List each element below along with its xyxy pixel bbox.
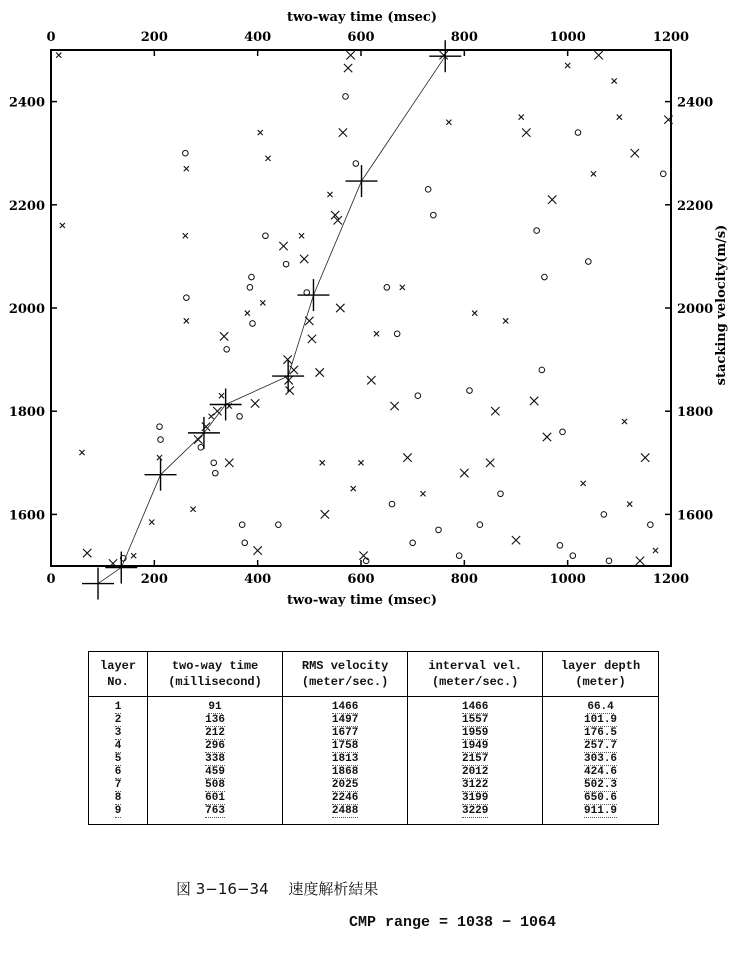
cell-two-way-time-text: 91 <box>208 701 222 713</box>
semblance-point-cross <box>194 435 202 443</box>
cell-rms-velocity <box>282 727 407 740</box>
semblance-point-circle <box>184 295 190 301</box>
y-tick-label-right: 2200 <box>677 198 714 214</box>
cell-interval-velocity <box>408 714 543 727</box>
cell-layer-depth <box>543 714 659 727</box>
table-row <box>89 792 659 805</box>
axis-ticks <box>9 30 713 587</box>
cell-layer-no <box>89 792 148 805</box>
cell-interval-velocity-text: 1959 <box>461 727 489 739</box>
cell-layer-depth <box>543 727 659 740</box>
cell-rms-velocity-text: 1497 <box>331 714 359 726</box>
semblance-point-circle <box>467 388 473 394</box>
semblance-point-circle <box>276 522 282 528</box>
semblance-point-cross <box>344 64 352 72</box>
cell-two-way-time <box>148 727 283 740</box>
x-tick-label-bottom: 600 <box>347 572 375 587</box>
semblance-point-cross <box>594 51 602 59</box>
semblance-point-circle <box>660 171 666 177</box>
semblance-point-cross <box>253 546 261 554</box>
cell-interval-velocity-text: 3229 <box>461 805 489 817</box>
cell-layer-no <box>89 740 148 753</box>
semblance-point-circle <box>542 274 548 280</box>
cell-interval-velocity <box>408 792 543 805</box>
y-tick-label-left: 1600 <box>8 508 45 524</box>
semblance-point-cross <box>258 130 263 135</box>
semblance-point-cross <box>460 469 468 477</box>
semblance-point-cross <box>225 459 233 467</box>
semblance-point-cross <box>286 386 294 394</box>
cell-rms-velocity <box>282 779 407 792</box>
semblance-point-circle <box>224 346 230 352</box>
cell-interval-velocity <box>408 753 543 766</box>
x-tick-label-bottom: 200 <box>140 572 168 587</box>
cell-rms-velocity-text: 2246 <box>331 792 359 804</box>
semblance-point-circle <box>237 414 243 420</box>
cell-two-way-time-text: 763 <box>205 805 225 817</box>
semblance-point-cross <box>320 460 325 465</box>
y-tick-label-left: 2400 <box>8 95 45 111</box>
semblance-point-circle <box>436 527 442 533</box>
semblance-point-cross <box>184 166 189 171</box>
semblance-point-circle <box>247 285 253 291</box>
cell-layer-no <box>89 805 148 825</box>
semblance-point-cross <box>60 223 65 228</box>
velocity-pick-marker <box>297 279 329 311</box>
cell-layer-no-text: 1 <box>114 701 122 713</box>
semblance-point-cross <box>641 453 649 461</box>
semblance-point-circle <box>570 553 576 559</box>
cell-layer-depth <box>543 753 659 766</box>
cell-rms-velocity <box>282 740 407 753</box>
cell-layer-no-text: 4 <box>114 740 122 752</box>
semblance-point-cross <box>636 557 644 565</box>
plot-frame <box>51 50 671 566</box>
semblance-point-cross <box>220 332 228 340</box>
cell-interval-velocity-text: 3122 <box>461 779 489 791</box>
cell-two-way-time-text: 136 <box>205 714 225 726</box>
semblance-point-circle <box>586 259 592 265</box>
y-tick-label-right: 1600 <box>677 508 714 524</box>
x-tick-label-top: 1000 <box>549 30 586 45</box>
cell-layer-depth-text: 502.3 <box>584 779 618 791</box>
semblance-point-circle <box>431 212 437 218</box>
cell-interval-velocity <box>408 766 543 779</box>
header-rms-velocity: RMS velocity (meter/sec.) <box>282 652 407 697</box>
plot-border <box>51 50 671 566</box>
semblance-point-cross <box>472 311 477 316</box>
semblance-point-cross <box>83 549 91 557</box>
semblance-point-cross <box>327 192 332 197</box>
cell-interval-velocity-text: 3199 <box>461 792 489 804</box>
cell-interval-velocity <box>408 805 543 825</box>
cell-two-way-time-text: 508 <box>205 779 225 791</box>
semblance-point-cross <box>581 481 586 486</box>
semblance-point-cross <box>184 318 189 323</box>
semblance-point-cross <box>367 376 375 384</box>
cell-layer-depth <box>543 740 659 753</box>
semblance-points <box>56 51 672 568</box>
semblance-point-cross <box>631 149 639 157</box>
semblance-point-circle <box>343 94 349 100</box>
semblance-point-circle <box>648 522 654 528</box>
table-row <box>89 753 659 766</box>
cell-layer-no-text: 9 <box>114 805 122 817</box>
semblance-point-circle <box>389 501 395 507</box>
cell-rms-velocity-text: 1758 <box>331 740 359 752</box>
cell-two-way-time <box>148 697 283 715</box>
cell-rms-velocity-text: 1813 <box>331 753 359 765</box>
semblance-point-circle <box>157 424 163 430</box>
x-tick-label-top: 1200 <box>652 30 690 45</box>
semblance-point-cross <box>403 453 411 461</box>
semblance-point-circle <box>211 460 217 466</box>
cell-two-way-time <box>148 805 283 825</box>
semblance-point-cross <box>300 255 308 263</box>
semblance-point-circle <box>283 261 289 267</box>
cell-layer-no <box>89 714 148 727</box>
cell-layer-depth-text: 911.9 <box>584 805 618 817</box>
cell-rms-velocity <box>282 805 407 825</box>
header-two-way-time: two-way time (millisecond) <box>148 652 283 697</box>
semblance-point-cross <box>190 507 195 512</box>
velocity-table <box>88 651 659 825</box>
semblance-point-cross <box>548 195 556 203</box>
y-tick-label-right: 2400 <box>677 95 714 111</box>
cell-rms-velocity <box>282 753 407 766</box>
table-row <box>89 779 659 792</box>
cell-interval-velocity-text: 2012 <box>461 766 489 778</box>
cell-rms-velocity-text: 1677 <box>331 727 359 739</box>
cell-interval-velocity-text: 1949 <box>461 740 489 752</box>
semblance-point-circle <box>410 540 416 546</box>
y-tick-label-right: 2000 <box>677 302 714 317</box>
cell-rms-velocity-text: 1466 <box>331 701 359 713</box>
semblance-point-circle <box>477 522 483 528</box>
semblance-point-cross <box>612 78 617 83</box>
cell-layer-depth <box>543 805 659 825</box>
semblance-point-cross <box>446 120 451 125</box>
semblance-point-circle <box>534 228 540 234</box>
semblance-point-circle <box>242 540 248 546</box>
semblance-point-cross <box>519 114 524 119</box>
semblance-point-cross <box>390 402 398 410</box>
figure-caption: 図 3−16−34 速度解析結果 <box>176 880 379 898</box>
table-row <box>89 740 659 753</box>
table-row <box>89 714 659 727</box>
table-row <box>89 766 659 779</box>
semblance-point-cross <box>374 331 379 336</box>
cell-two-way-time-text: 601 <box>205 792 225 804</box>
semblance-point-cross <box>627 501 632 506</box>
cell-layer-no-text: 8 <box>114 792 122 804</box>
semblance-point-circle <box>560 429 566 435</box>
semblance-point-cross <box>209 414 214 419</box>
cell-layer-depth-text: 66.4 <box>587 701 614 713</box>
cell-layer-no-text: 7 <box>114 779 122 791</box>
cell-two-way-time <box>148 740 283 753</box>
bottom-axis-title: two-way time (msec) <box>286 593 438 608</box>
cell-layer-depth <box>543 792 659 805</box>
y-tick-label-right: 1800 <box>677 405 714 421</box>
table-row <box>89 697 659 715</box>
semblance-point-circle <box>263 233 269 239</box>
cell-layer-depth-text: 424.6 <box>584 766 618 778</box>
cell-layer-depth-text: 303.6 <box>584 753 618 765</box>
cell-layer-no <box>89 697 148 715</box>
semblance-point-circle <box>158 437 164 443</box>
semblance-point-cross <box>512 536 520 544</box>
x-tick-label-top: 200 <box>140 30 168 45</box>
semblance-point-cross <box>79 450 84 455</box>
semblance-point-cross <box>591 171 596 176</box>
velocity-function-line <box>98 56 445 583</box>
x-tick-label-bottom: 800 <box>450 572 478 587</box>
velocity-pick-marker <box>82 568 114 600</box>
table-row <box>89 727 659 740</box>
semblance-point-cross <box>530 397 538 405</box>
semblance-point-cross <box>653 548 658 553</box>
cell-two-way-time <box>148 714 283 727</box>
semblance-point-cross <box>565 63 570 68</box>
x-tick-label-top: 400 <box>244 30 272 45</box>
semblance-point-circle <box>198 445 204 451</box>
semblance-point-cross <box>183 233 188 238</box>
cell-rms-velocity-text: 2488 <box>331 805 359 817</box>
cell-layer-depth <box>543 697 659 715</box>
top-axis-title: two-way time (msec) <box>286 10 438 25</box>
semblance-point-circle <box>384 285 390 291</box>
semblance-point-cross <box>219 393 224 398</box>
semblance-point-cross <box>321 510 329 518</box>
cell-layer-depth-text: 257.7 <box>584 740 618 752</box>
semblance-point-circle <box>425 187 431 193</box>
cell-rms-velocity-text: 2025 <box>331 779 359 791</box>
semblance-point-circle <box>249 274 255 280</box>
y-tick-label-left: 1800 <box>8 405 45 421</box>
cell-layer-no <box>89 766 148 779</box>
semblance-point-cross <box>308 335 316 343</box>
semblance-point-circle <box>601 512 607 518</box>
cell-two-way-time <box>148 779 283 792</box>
semblance-point-circle <box>213 470 219 476</box>
cell-layer-depth <box>543 766 659 779</box>
cell-interval-velocity <box>408 697 543 715</box>
cell-interval-velocity-text: 2157 <box>461 753 489 765</box>
semblance-point-cross <box>131 553 136 558</box>
semblance-point-circle <box>394 331 400 337</box>
cell-layer-no-text: 5 <box>114 753 122 765</box>
cell-two-way-time-text: 296 <box>205 740 225 752</box>
semblance-point-cross <box>265 156 270 161</box>
cell-layer-no <box>89 779 148 792</box>
y-tick-label-left: 2000 <box>8 302 45 317</box>
cell-layer-no <box>89 753 148 766</box>
cell-layer-depth <box>543 779 659 792</box>
cell-two-way-time <box>148 792 283 805</box>
semblance-point-cross <box>622 419 627 424</box>
semblance-point-circle <box>415 393 421 399</box>
velocity-pick-marker <box>346 165 378 197</box>
semblance-point-cross <box>279 242 287 250</box>
semblance-point-cross <box>157 455 162 460</box>
semblance-point-circle <box>183 150 189 156</box>
header-layer-depth: layer depth (meter) <box>543 652 659 697</box>
table-body <box>89 697 659 825</box>
cell-interval-velocity-text: 1557 <box>461 714 489 726</box>
semblance-point-cross <box>400 285 405 290</box>
semblance-point-cross <box>420 491 425 496</box>
cell-layer-no-text: 2 <box>114 714 122 726</box>
semblance-point-circle <box>539 367 545 373</box>
header-layer-no: layer No. <box>89 652 148 697</box>
semblance-point-cross <box>522 128 530 136</box>
cell-rms-velocity <box>282 766 407 779</box>
semblance-point-cross <box>617 114 622 119</box>
semblance-point-cross <box>149 520 154 525</box>
semblance-point-cross <box>346 51 354 59</box>
cell-two-way-time-text: 338 <box>205 753 225 765</box>
semblance-point-circle <box>239 522 245 528</box>
cell-interval-velocity-text: 1466 <box>461 701 489 713</box>
x-tick-label-bottom: 1000 <box>549 572 586 587</box>
semblance-point-cross <box>491 407 499 415</box>
cell-two-way-time-text: 459 <box>205 766 225 778</box>
semblance-point-circle <box>456 553 462 559</box>
semblance-point-circle <box>575 130 581 136</box>
cell-rms-velocity <box>282 697 407 715</box>
cell-two-way-time-text: 212 <box>205 727 225 739</box>
table-header-row <box>89 652 659 697</box>
x-tick-label-bottom: 0 <box>46 572 56 587</box>
x-tick-label-top: 800 <box>450 30 478 45</box>
semblance-point-circle <box>250 321 256 327</box>
semblance-point-cross <box>503 318 508 323</box>
cell-layer-no-text: 3 <box>114 727 122 739</box>
table-row <box>89 805 659 825</box>
semblance-point-cross <box>543 433 551 441</box>
semblance-point-circle <box>353 161 359 167</box>
cell-layer-depth-text: 650.6 <box>584 792 618 804</box>
picked-velocity-function <box>82 40 461 599</box>
right-axis-title: stacking velocity(m/s) <box>714 224 729 386</box>
cell-rms-velocity <box>282 792 407 805</box>
x-tick-label-bottom: 1200 <box>652 572 690 587</box>
semblance-point-cross <box>315 368 323 376</box>
semblance-point-cross <box>351 486 356 491</box>
cell-layer-no <box>89 727 148 740</box>
cell-rms-velocity-text: 1868 <box>331 766 359 778</box>
semblance-point-cross <box>251 399 259 407</box>
x-tick-label-top: 600 <box>347 30 375 45</box>
semblance-point-cross <box>339 128 347 136</box>
semblance-point-cross <box>299 233 304 238</box>
semblance-point-cross <box>359 551 367 559</box>
semblance-point-circle <box>606 558 612 564</box>
cell-layer-depth-text: 176.5 <box>584 727 618 739</box>
cell-two-way-time <box>148 766 283 779</box>
semblance-point-circle <box>557 543 563 549</box>
x-tick-label-bottom: 400 <box>244 572 272 587</box>
cell-rms-velocity <box>282 714 407 727</box>
cell-layer-no-text: 6 <box>114 766 122 778</box>
x-tick-label-top: 0 <box>46 30 56 45</box>
header-interval-velocity: interval vel. (meter/sec.) <box>408 652 543 697</box>
cell-interval-velocity <box>408 727 543 740</box>
semblance-point-circle <box>498 491 504 497</box>
semblance-point-cross <box>336 304 344 312</box>
semblance-point-cross <box>260 300 265 305</box>
semblance-point-cross <box>245 311 250 316</box>
velocity-pick-marker <box>272 360 304 392</box>
cell-layer-depth-text: 101.9 <box>584 714 618 726</box>
cell-two-way-time <box>148 753 283 766</box>
semblance-point-cross <box>486 459 494 467</box>
y-tick-label-left: 2200 <box>8 198 45 214</box>
semblance-point-cross <box>358 460 363 465</box>
cell-interval-velocity <box>408 779 543 792</box>
semblance-point-cross <box>56 53 61 58</box>
cell-interval-velocity <box>408 740 543 753</box>
cmp-range: CMP range = 1038 − 1064 <box>349 914 557 931</box>
